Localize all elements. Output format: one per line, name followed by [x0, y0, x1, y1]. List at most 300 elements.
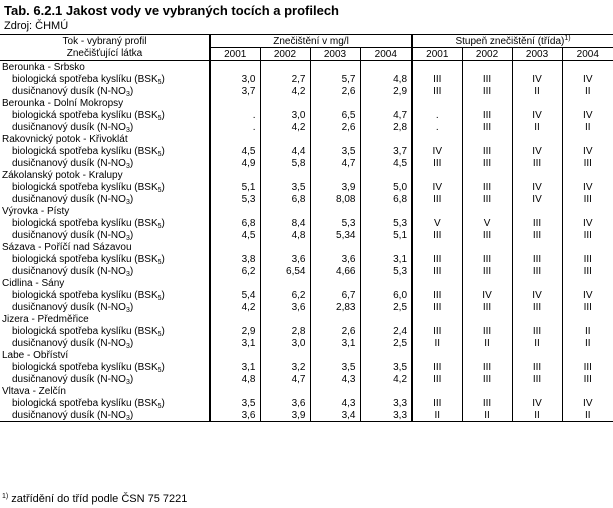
measure-label-close: ) [129, 301, 134, 313]
value-cell: 3,7 [210, 85, 260, 97]
header-class-footnote-mark: 1) [564, 34, 571, 42]
value-cell: 2,5 [360, 301, 412, 313]
value-cell: 3,0 [260, 109, 310, 121]
class-cell: II [412, 409, 462, 422]
class-cell: II [462, 337, 512, 349]
class-cell: IV [562, 289, 613, 301]
empty-cell [210, 349, 260, 361]
measure-label-subscript: 5 [157, 222, 162, 229]
value-cell: 4,7 [310, 157, 360, 169]
class-cell: III [412, 265, 462, 277]
value-cell: 8,08 [310, 193, 360, 205]
class-cell: III [512, 325, 562, 337]
class-cell: II [562, 85, 613, 97]
class-cell: III [512, 253, 562, 265]
measure-label-text: dusičnanový dusík (N-NO [12, 85, 126, 97]
value-cell: 6,8 [210, 217, 260, 229]
empty-cell [462, 61, 512, 74]
empty-cell [260, 277, 310, 289]
class-cell: III [462, 373, 512, 385]
measure-label-close: ) [129, 409, 134, 421]
empty-cell [412, 61, 462, 74]
measure-label [0, 373, 210, 385]
value-cell: 2,6 [310, 121, 360, 133]
header-year-2004: 2004 [360, 48, 412, 61]
empty-cell [210, 61, 260, 74]
measure-label [0, 409, 210, 422]
measure-label-close: ) [129, 121, 134, 133]
class-cell: II [512, 85, 562, 97]
class-cell: IV [512, 73, 562, 85]
measure-row-bsk [0, 145, 613, 157]
value-cell: 6,54 [260, 265, 310, 277]
empty-cell [512, 61, 562, 74]
empty-cell [260, 133, 310, 145]
class-cell: III [562, 193, 613, 205]
empty-cell [462, 97, 512, 109]
measure-label [0, 301, 210, 313]
site-row [0, 349, 613, 361]
empty-cell [310, 61, 360, 74]
measure-label [0, 181, 210, 193]
value-cell: 2,4 [360, 325, 412, 337]
class-cell: III [562, 373, 613, 385]
value-cell: 5,7 [310, 73, 360, 85]
value-cell: 6,0 [360, 289, 412, 301]
class-cell: III [412, 301, 462, 313]
value-cell: 3,6 [260, 253, 310, 265]
empty-cell [562, 133, 613, 145]
measure-label-text: biologická spotřeba kyslíku (BSK [12, 73, 158, 85]
measure-label-text: biologická spotřeba kyslíku (BSK [12, 109, 158, 121]
site-name: Vltava - Zelčín [2, 385, 66, 397]
value-cell: 5,34 [310, 229, 360, 241]
measure-row-bsk [0, 109, 613, 121]
measure-label-text: biologická spotřeba kyslíku (BSK [12, 253, 158, 265]
measure-label-text: biologická spotřeba kyslíku (BSK [12, 289, 158, 301]
measure-row-no3 [0, 337, 613, 349]
empty-cell [260, 169, 310, 181]
measure-label-close: ) [129, 229, 134, 241]
empty-cell [412, 349, 462, 361]
class-cell: III [412, 229, 462, 241]
class-cell: III [462, 325, 512, 337]
value-cell: 2,7 [260, 73, 310, 85]
value-cell: 5,3 [360, 265, 412, 277]
footnote-mark: 1) [2, 493, 9, 500]
class-cell: III [562, 265, 613, 277]
header-year-2002: 2002 [260, 48, 310, 61]
header-river-profile: Tok - vybraný profil [0, 35, 210, 48]
measure-label [0, 289, 210, 301]
value-cell: 6,2 [210, 265, 260, 277]
measure-label-subscript: 5 [157, 294, 162, 301]
measure-label [0, 121, 210, 133]
class-cell: II [512, 337, 562, 349]
value-cell: 3,2 [260, 361, 310, 373]
value-cell: 4,4 [260, 145, 310, 157]
value-cell: 4,7 [360, 109, 412, 121]
water-quality-table [0, 34, 613, 422]
value-cell: 4,2 [260, 121, 310, 133]
class-cell: IV [512, 289, 562, 301]
measure-label-subscript: 5 [157, 366, 162, 373]
empty-cell [260, 61, 310, 74]
measure-label [0, 193, 210, 205]
empty-cell [462, 169, 512, 181]
measure-label-close: ) [161, 217, 165, 229]
class-cell: III [562, 157, 613, 169]
value-cell: 4,8 [210, 373, 260, 385]
class-cell: II [562, 121, 613, 133]
empty-cell [360, 385, 412, 397]
value-cell: 3,3 [360, 397, 412, 409]
class-cell: III [412, 73, 462, 85]
measure-label-close: ) [161, 73, 165, 85]
empty-cell [210, 277, 260, 289]
empty-cell [512, 169, 562, 181]
empty-cell [512, 349, 562, 361]
empty-cell [360, 349, 412, 361]
class-cell: III [512, 265, 562, 277]
site-row [0, 385, 613, 397]
value-cell: 5,8 [260, 157, 310, 169]
class-cell: . [412, 121, 462, 133]
measure-label-text: dusičnanový dusík (N-NO [12, 121, 126, 133]
empty-cell [210, 169, 260, 181]
class-cell: III [412, 373, 462, 385]
class-cell: II [412, 337, 462, 349]
measure-label-subscript: 5 [157, 78, 162, 85]
measure-label-subscript: 3 [125, 378, 130, 385]
value-cell: 2,9 [210, 325, 260, 337]
empty-cell [512, 133, 562, 145]
measure-label-subscript: 3 [125, 90, 130, 97]
empty-cell [562, 241, 613, 253]
value-cell: 3,0 [260, 337, 310, 349]
class-cell: III [462, 253, 512, 265]
class-cell: III [512, 229, 562, 241]
empty-cell [310, 241, 360, 253]
site-row [0, 133, 613, 145]
value-cell: 3,1 [310, 337, 360, 349]
measure-row-no3 [0, 229, 613, 241]
measure-label-subscript: 3 [125, 126, 130, 133]
empty-cell [562, 97, 613, 109]
value-cell: 4,2 [360, 373, 412, 385]
value-cell: 6,7 [310, 289, 360, 301]
source-note: Zdroj: ČHMÚ [4, 20, 69, 32]
site-row [0, 61, 613, 74]
measure-label-close: ) [161, 361, 165, 373]
value-cell: 3,1 [210, 337, 260, 349]
value-cell: 2,83 [310, 301, 360, 313]
value-cell: 4,8 [360, 73, 412, 85]
class-cell: IV [462, 289, 512, 301]
empty-cell [260, 349, 310, 361]
class-cell: IV [562, 145, 613, 157]
empty-cell [512, 97, 562, 109]
site-name: Jizera - Předměřice [2, 313, 89, 325]
measure-row-no3 [0, 121, 613, 133]
value-cell: 3,8 [210, 253, 260, 265]
value-cell: 3,1 [360, 253, 412, 265]
class-cell: III [462, 157, 512, 169]
class-cell: IV [512, 109, 562, 121]
site-name: Berounka - Dolní Mokropsy [2, 97, 124, 109]
empty-cell [360, 97, 412, 109]
header-row-2 [0, 48, 613, 61]
measure-row-bsk [0, 325, 613, 337]
measure-label-close: ) [129, 193, 134, 205]
value-cell: 3,7 [360, 145, 412, 157]
empty-cell [360, 313, 412, 325]
header-year-2001: 2001 [210, 48, 260, 61]
value-cell: 4,2 [260, 85, 310, 97]
measure-label-close: ) [161, 325, 165, 337]
measure-label-subscript: 5 [157, 114, 162, 121]
measure-label [0, 157, 210, 169]
header-year-2003: 2003 [310, 48, 360, 61]
site-name: Cidlina - Sány [2, 277, 65, 289]
empty-cell [310, 133, 360, 145]
class-cell: III [562, 361, 613, 373]
value-cell: 5,3 [210, 193, 260, 205]
empty-cell [210, 385, 260, 397]
measure-label-close: ) [161, 397, 165, 409]
site-row [0, 97, 613, 109]
class-cell: IV [562, 397, 613, 409]
empty-cell [462, 133, 512, 145]
empty-cell [412, 313, 462, 325]
measure-label-close: ) [129, 373, 134, 385]
measure-label [0, 337, 210, 349]
empty-cell [260, 205, 310, 217]
value-cell: 5,4 [210, 289, 260, 301]
value-cell: 5,0 [360, 181, 412, 193]
measure-label-close: ) [129, 337, 134, 349]
class-cell: III [412, 361, 462, 373]
value-cell: 2,8 [360, 121, 412, 133]
class-cell: III [462, 145, 512, 157]
measure-label [0, 361, 210, 373]
empty-cell [462, 277, 512, 289]
empty-cell [310, 385, 360, 397]
class-cell: II [512, 409, 562, 422]
empty-cell [412, 277, 462, 289]
measure-label-close: ) [161, 109, 165, 121]
measure-label-subscript: 3 [125, 234, 130, 241]
empty-cell [210, 133, 260, 145]
class-cell: IV [562, 217, 613, 229]
header-class-year-2004: 2004 [562, 48, 613, 61]
value-cell: . [210, 109, 260, 121]
measure-label-subscript: 5 [157, 330, 162, 337]
class-cell: III [462, 397, 512, 409]
measure-label-text: dusičnanový dusík (N-NO [12, 157, 126, 169]
class-cell: . [412, 109, 462, 121]
measure-row-no3 [0, 193, 613, 205]
measure-label-close: ) [129, 265, 134, 277]
site-row [0, 277, 613, 289]
value-cell: 2,6 [310, 85, 360, 97]
value-cell: 3,5 [310, 145, 360, 157]
class-cell: IV [562, 109, 613, 121]
measure-label-text: biologická spotřeba kyslíku (BSK [12, 217, 158, 229]
header-class-year-2003: 2003 [512, 48, 562, 61]
value-cell: 3,5 [210, 397, 260, 409]
measure-label-subscript: 3 [125, 342, 130, 349]
value-cell: 3,0 [210, 73, 260, 85]
value-cell: 3,5 [310, 361, 360, 373]
value-cell: 6,8 [360, 193, 412, 205]
value-cell: 3,3 [360, 409, 412, 422]
class-cell: III [512, 217, 562, 229]
class-cell: III [562, 301, 613, 313]
measure-label-text: biologická spotřeba kyslíku (BSK [12, 397, 158, 409]
value-cell: 4,8 [260, 229, 310, 241]
measure-label-subscript: 5 [157, 150, 162, 157]
empty-cell [412, 97, 462, 109]
empty-cell [360, 277, 412, 289]
value-cell: 4,3 [310, 373, 360, 385]
measure-label [0, 145, 210, 157]
empty-cell [462, 241, 512, 253]
empty-cell [512, 277, 562, 289]
class-cell: V [462, 217, 512, 229]
value-cell: 4,5 [360, 157, 412, 169]
value-cell: 5,1 [360, 229, 412, 241]
empty-cell [260, 241, 310, 253]
empty-cell [512, 241, 562, 253]
measure-row-no3 [0, 157, 613, 169]
class-cell: III [412, 289, 462, 301]
measure-label-subscript: 3 [125, 270, 130, 277]
site-name: Labe - Obříství [2, 349, 69, 361]
measure-label-text: dusičnanový dusík (N-NO [12, 229, 126, 241]
header-class-year-2001: 2001 [412, 48, 462, 61]
empty-cell [562, 385, 613, 397]
measure-row-no3 [0, 301, 613, 313]
empty-cell [210, 313, 260, 325]
value-cell: . [210, 121, 260, 133]
measure-row-bsk [0, 217, 613, 229]
measure-row-bsk [0, 73, 613, 85]
site-name: Berounka - Srbsko [2, 61, 85, 73]
empty-cell [360, 169, 412, 181]
value-cell: 4,7 [260, 373, 310, 385]
value-cell: 4,3 [310, 397, 360, 409]
class-cell: IV [512, 181, 562, 193]
measure-label-subscript: 3 [125, 306, 130, 313]
value-cell: 3,1 [210, 361, 260, 373]
measure-label-subscript: 5 [157, 258, 162, 265]
empty-cell [360, 205, 412, 217]
empty-cell [562, 313, 613, 325]
footnote [2, 493, 187, 505]
value-cell: 3,9 [260, 409, 310, 422]
value-cell: 5,3 [310, 217, 360, 229]
class-cell: II [562, 325, 613, 337]
measure-label-close: ) [129, 157, 134, 169]
empty-cell [310, 313, 360, 325]
value-cell: 4,9 [210, 157, 260, 169]
empty-cell [260, 385, 310, 397]
measure-label-text: biologická spotřeba kyslíku (BSK [12, 145, 158, 157]
class-cell: II [512, 121, 562, 133]
empty-cell [412, 169, 462, 181]
measure-row-no3 [0, 265, 613, 277]
value-cell: 2,8 [260, 325, 310, 337]
class-cell: III [412, 253, 462, 265]
empty-cell [462, 205, 512, 217]
class-cell: III [512, 157, 562, 169]
measure-label-close: ) [161, 145, 165, 157]
measure-row-no3 [0, 373, 613, 385]
measure-label-close: ) [161, 253, 165, 265]
measure-row-no3 [0, 85, 613, 97]
class-cell: IV [562, 73, 613, 85]
empty-cell [260, 313, 310, 325]
measure-label [0, 325, 210, 337]
header-class-year-2002: 2002 [462, 48, 512, 61]
value-cell: 3,5 [260, 181, 310, 193]
class-cell: III [462, 121, 512, 133]
empty-cell [360, 133, 412, 145]
empty-cell [562, 61, 613, 74]
measure-label-close: ) [161, 181, 165, 193]
measure-label-subscript: 5 [157, 402, 162, 409]
class-cell: III [462, 229, 512, 241]
value-cell: 3,9 [310, 181, 360, 193]
measure-row-no3 [0, 409, 613, 422]
empty-cell [210, 205, 260, 217]
class-cell: III [412, 157, 462, 169]
class-cell: III [462, 193, 512, 205]
empty-cell [512, 385, 562, 397]
header-row-1 [0, 35, 613, 48]
measure-row-bsk [0, 181, 613, 193]
measure-label [0, 265, 210, 277]
value-cell: 3,5 [360, 361, 412, 373]
empty-cell [512, 205, 562, 217]
value-cell: 2,9 [360, 85, 412, 97]
table-title: Tab. 6.2.1 Jakost vody ve vybraných tocích a profilech [4, 3, 339, 18]
class-cell: III [412, 85, 462, 97]
empty-cell [412, 241, 462, 253]
empty-cell [310, 205, 360, 217]
site-name: Zákolanský potok - Kralupy [2, 169, 123, 181]
class-cell: III [462, 301, 512, 313]
class-cell: IV [512, 397, 562, 409]
measure-label [0, 109, 210, 121]
site-name: Výrovka - Písty [2, 205, 70, 217]
empty-cell [412, 205, 462, 217]
empty-cell [562, 349, 613, 361]
header-class-group [412, 35, 613, 48]
site-row [0, 205, 613, 217]
measure-label [0, 229, 210, 241]
measure-label-text: dusičnanový dusík (N-NO [12, 265, 126, 277]
measure-label-text: biologická spotřeba kyslíku (BSK [12, 181, 158, 193]
class-cell: III [462, 85, 512, 97]
class-cell: III [462, 109, 512, 121]
empty-cell [462, 313, 512, 325]
empty-cell [260, 97, 310, 109]
site-row [0, 169, 613, 181]
class-cell: II [462, 409, 512, 422]
measure-label-text: dusičnanový dusík (N-NO [12, 337, 126, 349]
